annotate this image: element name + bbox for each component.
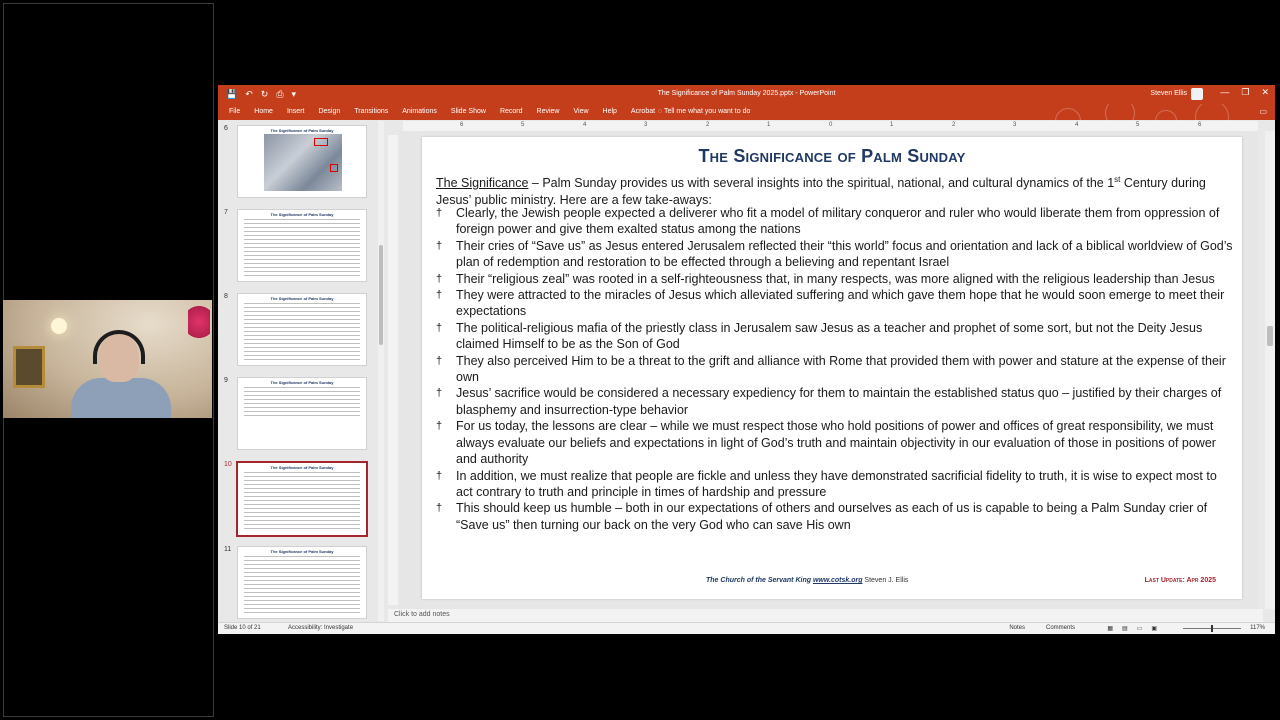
flowers (188, 306, 210, 346)
bullet-item (436, 320, 1236, 353)
bullet-text: The political-religious mafia of the priestly class in Jerusalem saw Jesus as a teacher and prophet of some sort, but not the Deity Jesus claimed Himself to be as the Son of God (456, 320, 1203, 352)
window-title: The Significance of Palm Sunday 2025.pptx - PowerPoint (657, 90, 836, 97)
thumbnail-number: 10 (224, 461, 232, 468)
tab-insert[interactable]: Insert (286, 108, 305, 115)
thumbnail-title: The Significance of Palm Sunday (270, 128, 334, 133)
slide-thumbnail-6[interactable] (237, 125, 367, 198)
slide-thumbnail-7[interactable] (237, 209, 367, 282)
dagger-icon: † (436, 469, 443, 482)
bullet-text: Their cries of “Save us” as Jesus entered Jerusalem reflected their “this world” focus and orientation and lack of a biblical worldview of God’s plan of redemption and restoration to be effected through a believing and repentant Israel (456, 238, 1233, 270)
zoom-slider[interactable] (1183, 628, 1241, 629)
bullet-text: Their “religious zeal” was rooted in a self-righteousness that, in many respects, was more aligned with the religious leadership than Jesus (456, 271, 1215, 286)
person-body (71, 378, 171, 418)
thumbnail-number: 9 (224, 377, 228, 384)
bullet-text: Jesus’ sacrifice would be considered a necessary expediency for them to maintain the established status quo – justified by their charges of blasphemy and insurrection-type behavior (456, 386, 1222, 417)
dagger-icon: † (436, 207, 443, 219)
lightbulb-icon: ◌ (658, 108, 664, 115)
tab-design[interactable]: Design (318, 108, 341, 115)
slide-thumbnail-11[interactable] (237, 546, 367, 619)
slide-thumbnail-10[interactable] (236, 461, 368, 537)
intro-text-2: Century during Jesus’ public ministry. Here are a few take-aways: (436, 176, 1206, 207)
bullet-item (436, 353, 1236, 386)
save-icon[interactable]: 💾 (226, 89, 238, 99)
comment-icon[interactable]: ▭ (1259, 107, 1267, 116)
slide-scrollbar[interactable] (1265, 131, 1275, 609)
slide-thumbnails-pane (218, 120, 376, 620)
intro-text-1: – Palm Sunday provides us with several insights into the spiritual, national, and cultural dynamics of the 1 (528, 176, 1115, 191)
vertical-ruler (388, 135, 398, 605)
view-buttons (1107, 625, 1157, 632)
undo-icon[interactable]: ↶ (245, 89, 253, 99)
title-bar (218, 85, 1275, 104)
thumbnail-title: The Significance of Palm Sunday (270, 380, 334, 385)
tab-file[interactable]: File (229, 108, 241, 115)
tell-me-label: Tell me what you want to do (663, 108, 751, 115)
tab-record[interactable]: Record (499, 108, 523, 115)
map-image (264, 134, 342, 191)
window-controls (1220, 87, 1269, 98)
bullet-item (436, 287, 1236, 320)
bullet-text: Clearly, the Jewish people expected a deliverer who fit a model of military conqueror and ruler who would liberate them from oppression of foreign power and give them exalted status among the nations (456, 206, 1220, 237)
bullet-text: They were attracted to the miracles of Jesus which alleviated suffering and which gave them hope that he would soon emerge to meet their expectations (456, 288, 1225, 319)
slide-counter: Slide 10 of 21 (224, 625, 261, 631)
dagger-icon: † (436, 272, 443, 285)
slide-footer (706, 577, 908, 584)
bullet-item (436, 418, 1236, 467)
footer-author: Steven J. Ellis (862, 577, 909, 584)
bullet-text: They also perceived Him to be a threat to the grift and alliance with Rome that provided them with power and stature at the expense of their own (456, 353, 1226, 385)
slide-thumbnail-8[interactable] (237, 293, 367, 366)
thumbnail-title: The Significance of Palm Sunday (270, 212, 334, 217)
intro-superscript: st (1114, 175, 1121, 184)
tab-transitions[interactable]: Transitions (354, 108, 389, 115)
comments-button[interactable]: Comments (1045, 625, 1075, 631)
thumbnail-number: 6 (224, 125, 228, 132)
bullet-list[interactable] (436, 205, 1236, 533)
thumbnail-number: 7 (224, 209, 228, 216)
minimize-icon[interactable]: — (1220, 87, 1230, 97)
bullet-item (436, 238, 1236, 271)
user-name[interactable]: Steven Ellis (1150, 90, 1187, 97)
tab-help[interactable]: Help (602, 108, 617, 115)
slide-intro[interactable] (436, 172, 1226, 208)
slide-10[interactable] (422, 137, 1242, 599)
thumbnail-number: 8 (224, 293, 228, 300)
slideshow-icon[interactable]: ▣ (1151, 626, 1157, 632)
tab-review[interactable]: Review (536, 108, 560, 115)
bullet-text: In addition, we must realize that people are fickle and unless they have demonstrated sacrificial fidelity to truth, it is wise to expect most to act contrary to truth and principle in times of hardship and pressure (456, 468, 1217, 499)
user-avatar[interactable] (1191, 88, 1203, 100)
tab-view[interactable]: View (573, 108, 589, 115)
bullet-text: This should keep us humble – both in our expectations of others and ourselves as each of us is capable to being a Palm Sunday crier of “Save us” then turning our back on the very God who can save His own (456, 501, 1208, 532)
dagger-icon: † (436, 354, 443, 367)
slide-title[interactable]: The Significance of Palm Sunday (698, 146, 966, 166)
redo-icon[interactable]: ↻ (260, 89, 269, 99)
notes-button[interactable]: Notes (1009, 625, 1025, 631)
bullet-item (436, 385, 1236, 418)
reading-view-icon[interactable]: ▭ (1136, 626, 1143, 632)
accessibility-button[interactable]: Accessibility: Investigate (288, 625, 354, 631)
thumbnail-title: The Significance of Palm Sunday (270, 549, 334, 554)
normal-view-icon[interactable]: ▦ (1107, 626, 1113, 632)
dagger-icon: † (436, 321, 443, 334)
customize-icon[interactable]: ▾ (291, 89, 297, 99)
ribbon-tabs (218, 104, 1275, 120)
bullet-item (436, 205, 1236, 238)
dagger-icon: † (436, 239, 443, 252)
tab-home[interactable]: Home (254, 108, 273, 115)
thumbnail-number: 11 (224, 546, 232, 553)
horizontal-ruler: 6 5 4 3 2 1 0 1 2 3 4 5 6 (403, 121, 1258, 131)
wall-painting (13, 346, 45, 388)
print-icon[interactable]: ⎙ (276, 89, 284, 99)
participant-video (3, 300, 212, 418)
bullet-item (436, 271, 1236, 287)
tab-slide-show[interactable]: Slide Show (450, 108, 486, 115)
thumbnail-title: The Significance of Palm Sunday (270, 296, 334, 301)
tab-acrobat[interactable]: Acrobat (630, 108, 656, 115)
slide-thumbnail-9[interactable] (237, 377, 367, 450)
thumbnail-title: The Significance of Palm Sunday (270, 465, 334, 470)
notes-pane[interactable] (388, 609, 1263, 622)
tab-animations[interactable]: Animations (402, 108, 437, 115)
thumbnails-scrollbar[interactable] (378, 121, 384, 621)
dagger-icon: † (436, 502, 443, 515)
powerpoint-window (218, 85, 1275, 634)
intro-link: The Significance (436, 176, 529, 191)
tell-me-search[interactable] (658, 108, 750, 115)
restore-icon[interactable]: ❐ (1241, 87, 1250, 97)
dagger-icon: † (436, 420, 443, 433)
dagger-icon: † (436, 387, 443, 400)
footer-church: The Church of the Servant King (706, 577, 813, 584)
zoom-level[interactable]: 117% (1250, 625, 1265, 631)
bullet-item (436, 468, 1236, 501)
lamp-light (51, 318, 67, 334)
close-icon[interactable]: ✕ (1261, 87, 1269, 97)
dagger-icon: † (436, 289, 443, 302)
last-update: Last Update: Apr 2025 (1144, 577, 1216, 584)
bullet-text: For us today, the lessons are clear – while we must respect those who hold positions of power and offices of great responsibility, we must always evaluate our beliefs and expectations in light of God’s truth and maintain objectivity in our evaluation of those in positions of power and authority (456, 419, 1216, 467)
notes-placeholder: Click to add notes (394, 611, 450, 618)
bullet-item (436, 500, 1236, 533)
status-bar (218, 622, 1275, 634)
footer-website-link[interactable]: www.cotsk.org (812, 577, 863, 584)
slide-sorter-icon[interactable]: ▤ (1121, 626, 1128, 632)
slide-canvas (400, 131, 1258, 609)
